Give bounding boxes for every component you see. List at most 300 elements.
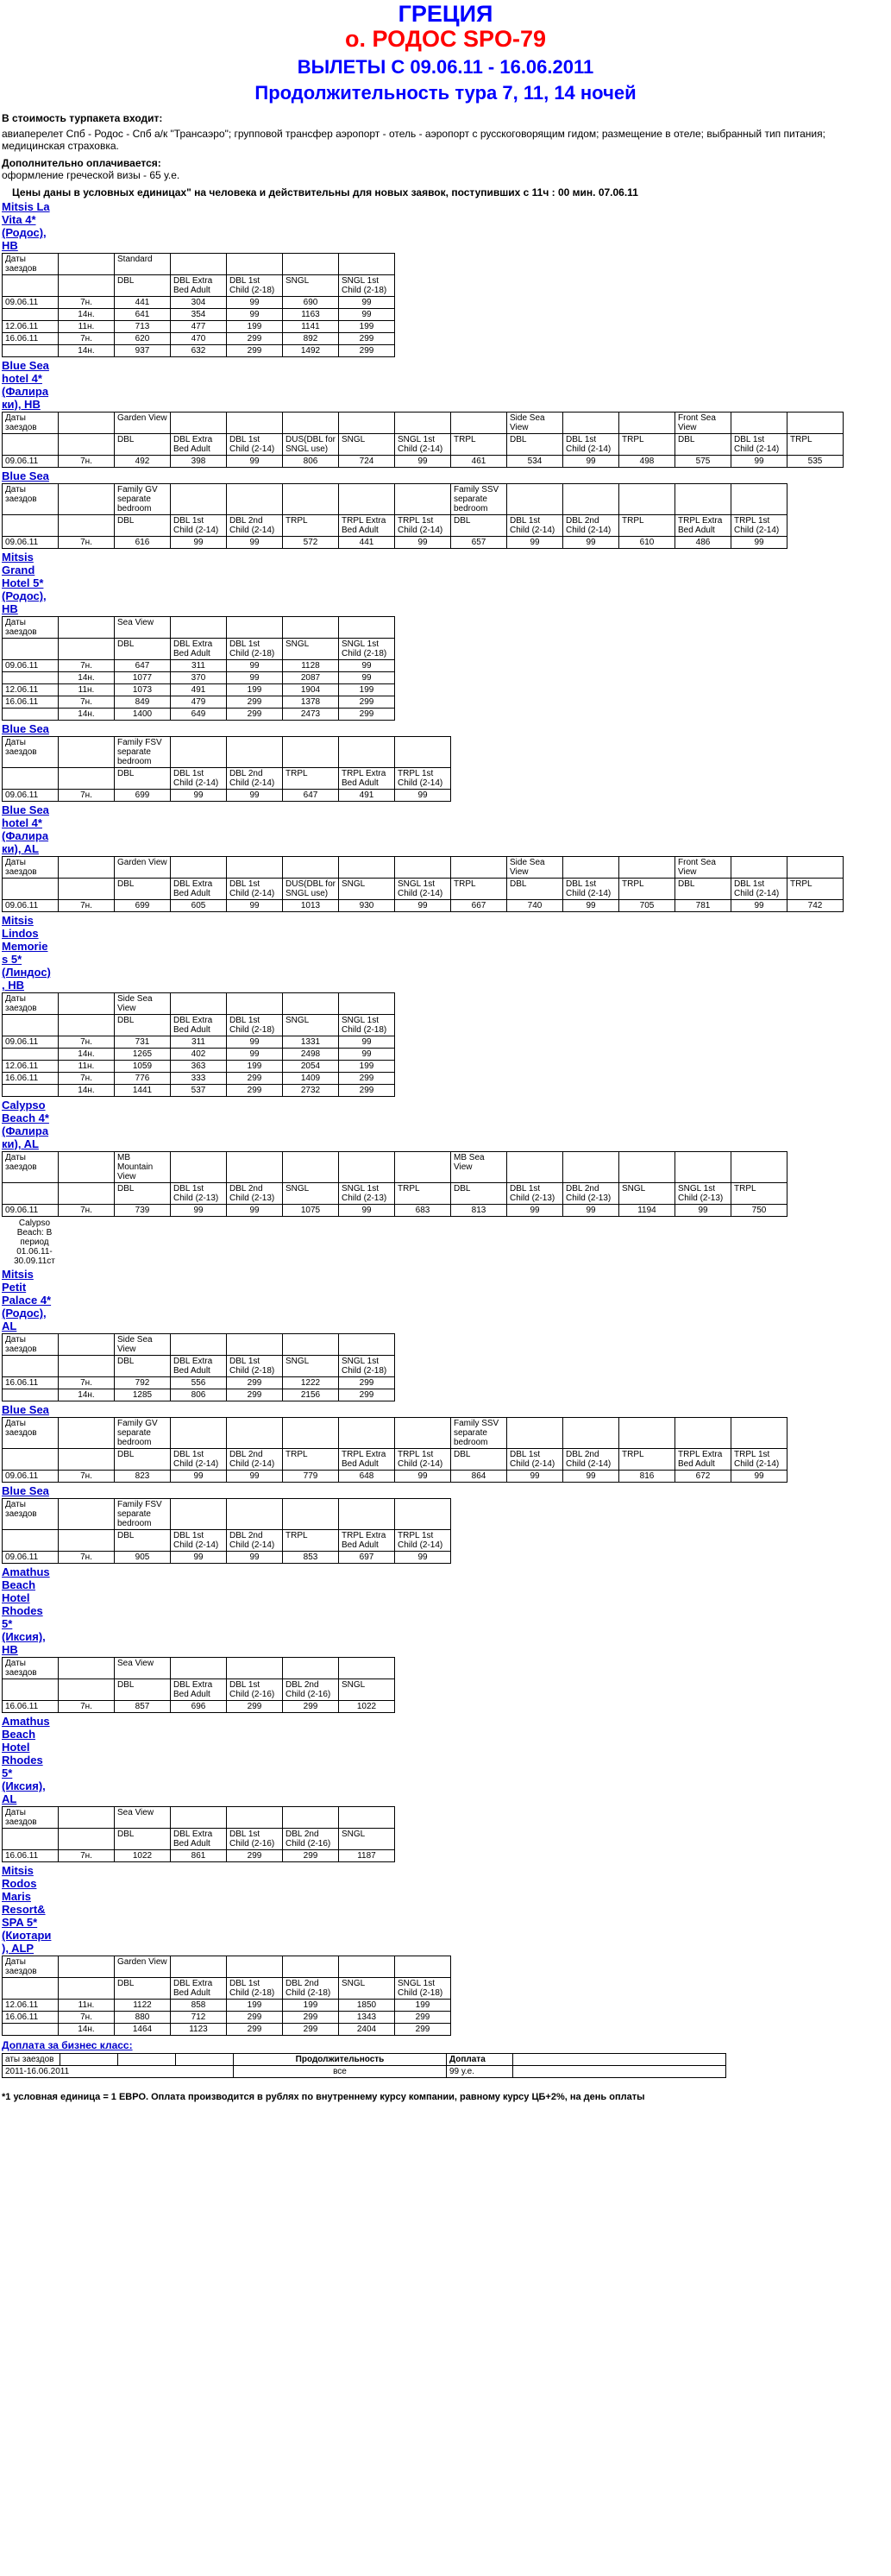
header-cell (59, 483, 115, 514)
hotel-link[interactable]: Blue Sea (2, 469, 49, 482)
header-cell: Side Sea View (507, 856, 563, 878)
price-cell: 99 (339, 1204, 395, 1216)
price-cell: 299 (339, 708, 395, 720)
business-dates: 2011-16.06.2011 (3, 2065, 234, 2077)
header-cell: SNGL 1st Child (2-13) (339, 1182, 395, 1204)
header-cell: DBL 2nd Child (2-14) (563, 1448, 619, 1470)
header-cell (395, 736, 451, 767)
price-cell: 99 (395, 455, 451, 467)
header-cell: TRPL (283, 1529, 339, 1551)
header-cell: DBL 1st Child (2-14) (171, 767, 227, 789)
price-cell: 99 (563, 1470, 619, 1482)
price-table (2, 1498, 451, 1564)
header-cell: Family SSV separate bedroom (451, 1417, 507, 1448)
price-cell: 750 (731, 1204, 787, 1216)
price-cell: 470 (171, 332, 227, 344)
header-cell: DBL 1st Child (2-14) (171, 514, 227, 536)
price-row (3, 1849, 395, 1861)
header-cell: Family FSV separate bedroom (115, 1498, 171, 1529)
header-cell: TRPL 1st Child (2-14) (731, 514, 787, 536)
header-cell (227, 1498, 283, 1529)
price-row (3, 671, 395, 683)
header-cell: DBL 1st Child (2-18) (227, 1355, 283, 1376)
price-cell: 299 (283, 1700, 339, 1712)
hotel-link[interactable]: Calypso Beach 4* (Фалираки), AL (2, 1098, 49, 1150)
hotel-section (0, 200, 891, 357)
header-cell: SNGL (283, 274, 339, 296)
price-cell: 806 (171, 1389, 227, 1401)
header-cell: DBL 1st Child (2-14) (171, 1448, 227, 1470)
header-cell (171, 1956, 227, 1977)
price-row (3, 1389, 395, 1401)
header-cell (339, 736, 395, 767)
header-cell: Standard (115, 253, 171, 274)
business-extra: 99 у.е. (447, 2065, 513, 2077)
hotel-note: Calypso Beach: В период 01.06.11-30.09.11ст (14, 1218, 55, 1266)
hotel-section (0, 722, 891, 802)
header-cell: DBL (507, 433, 563, 455)
header-cell: DBL 2nd Child (2-14) (227, 1529, 283, 1551)
header-cell: TRPL (787, 433, 844, 455)
price-cell: 1265 (115, 1048, 171, 1060)
hotel-link[interactable]: Mitsis Grand Hotel 5* (Родос), HB (2, 550, 47, 615)
header-cell (451, 412, 507, 433)
price-cell: 304 (171, 296, 227, 308)
header-cell (563, 1151, 619, 1182)
date-cell: 16.06.11 (3, 1072, 59, 1084)
header-cell (731, 1151, 787, 1182)
price-cell: 370 (171, 671, 227, 683)
header-cell: Даты заездов (3, 1417, 59, 1448)
nights-cell: 7н. (59, 696, 115, 708)
header-cell (3, 433, 59, 455)
header-cell: SNGL 1st Child (2-18) (339, 638, 395, 659)
header-cell: SNGL (339, 1828, 395, 1849)
price-cell: 299 (227, 1849, 283, 1861)
header-row (3, 1355, 395, 1376)
header-cell: DBL 1st Child (2-16) (227, 1828, 283, 1849)
header-cell: DBL (115, 1355, 171, 1376)
header-cell: SNGL (283, 638, 339, 659)
price-cell: 99 (227, 899, 283, 911)
price-cell: 299 (283, 1849, 339, 1861)
header-cell: DBL (115, 433, 171, 455)
price-cell: 1343 (339, 2011, 395, 2023)
hotel-link[interactable]: Mitsis Rodos Maris Resort&SPA 5* (Киотари), ALP (2, 1863, 52, 1955)
date-cell (3, 1048, 59, 1060)
header-cell (563, 412, 619, 433)
header-cell: DBL (115, 1977, 171, 1999)
header-row (3, 767, 451, 789)
price-cell: 792 (115, 1376, 171, 1389)
price-cell: 705 (619, 899, 675, 911)
header-cell: DBL 2nd Child (2-14) (563, 514, 619, 536)
date-cell: 12.06.11 (3, 1060, 59, 1072)
header-cell: SNGL 1st Child (2-14) (395, 433, 451, 455)
hotel-link[interactable]: Mitsis Lindos Memories 5* (Линдос), HB (2, 913, 51, 992)
header-cell (283, 483, 339, 514)
price-cell: 441 (339, 536, 395, 548)
header-cell: Даты заездов (3, 1657, 59, 1678)
header-cell (171, 1151, 227, 1182)
header-cell (171, 412, 227, 433)
hotel-link[interactable]: Blue Sea hotel 4* (Фалираки), HB (2, 358, 49, 411)
price-row (3, 1072, 395, 1084)
header-cell: DBL Extra Bed Adult (171, 433, 227, 455)
header-cell: SNGL (339, 1678, 395, 1700)
header-cell: DBL 1st Child (2-13) (171, 1182, 227, 1204)
date-cell (3, 671, 59, 683)
header-cell: Даты заездов (3, 483, 59, 514)
page-header (0, 2, 891, 104)
header-cell: DBL 1st Child (2-18) (227, 638, 283, 659)
date-cell: 09.06.11 (3, 1551, 59, 1563)
header-cell: SNGL (339, 1977, 395, 1999)
hotel-link[interactable]: Blue Sea (2, 1483, 49, 1497)
header-cell: TRPL 1st Child (2-14) (395, 514, 451, 536)
price-cell: 905 (115, 1551, 171, 1563)
date-cell (3, 1084, 59, 1096)
header-cell (731, 1417, 787, 1448)
price-sections (0, 200, 891, 2036)
header-cell (339, 412, 395, 433)
date-cell: 09.06.11 (3, 659, 59, 671)
header-cell (59, 1182, 115, 1204)
header-cell: TRPL (619, 514, 675, 536)
header-cell (227, 616, 283, 638)
header-cell: DBL (451, 514, 507, 536)
price-cell: 99 (171, 536, 227, 548)
price-cell: 299 (227, 344, 283, 356)
price-cell: 299 (395, 2023, 451, 2035)
header-cell: DBL (115, 767, 171, 789)
header-cell: Garden View (115, 412, 171, 433)
header-cell (59, 767, 115, 789)
date-cell: 09.06.11 (3, 536, 59, 548)
business-header-duration: Продолжительность (234, 2053, 447, 2065)
price-cell: 864 (451, 1470, 507, 1482)
header-cell (59, 1333, 115, 1355)
price-cell: 1022 (115, 1849, 171, 1861)
header-cell (283, 1956, 339, 1977)
price-cell: 402 (171, 1048, 227, 1060)
header-cell: SNGL 1st Child (2-18) (339, 1014, 395, 1036)
header-cell: Даты заездов (3, 736, 59, 767)
header-cell (283, 736, 339, 767)
business-class-table (2, 2053, 726, 2078)
header-cell (227, 1806, 283, 1828)
header-cell: DBL (115, 1014, 171, 1036)
hotel-section (0, 1864, 891, 2036)
header-cell: TRPL Extra Bed Adult (675, 514, 731, 536)
price-cell: 1441 (115, 1084, 171, 1096)
header-cell (171, 856, 227, 878)
price-cell: 311 (171, 659, 227, 671)
price-cell: 1378 (283, 696, 339, 708)
header-cell (171, 992, 227, 1014)
price-cell: 99 (227, 659, 283, 671)
price-cell: 99 (563, 1204, 619, 1216)
header-cell: DBL 2nd Child (2-13) (563, 1182, 619, 1204)
nights-cell: 7н. (59, 1036, 115, 1048)
header-cell: DBL 1st Child (2-18) (227, 274, 283, 296)
header-cell: TRPL Extra Bed Adult (339, 1448, 395, 1470)
date-cell: 09.06.11 (3, 1470, 59, 1482)
price-cell: 699 (115, 789, 171, 801)
nights-cell: 7н. (59, 296, 115, 308)
header-cell: Даты заездов (3, 1806, 59, 1828)
price-cell: 632 (171, 344, 227, 356)
header-cell (507, 1417, 563, 1448)
price-cell: 99 (731, 1470, 787, 1482)
header-cell: Sea View (115, 1657, 171, 1678)
price-table (2, 253, 395, 357)
header-cell: Front Sea View (675, 856, 731, 878)
header-cell (171, 616, 227, 638)
price-cell: 1075 (283, 1204, 339, 1216)
header-cell: Даты заездов (3, 616, 59, 638)
header-cell (3, 1828, 59, 1849)
header-cell: TRPL 1st Child (2-14) (395, 1448, 451, 1470)
header-cell: DBL (115, 1828, 171, 1849)
nights-cell: 7н. (59, 1700, 115, 1712)
price-cell: 647 (115, 659, 171, 671)
price-row (3, 696, 395, 708)
price-row (3, 344, 395, 356)
date-cell: 16.06.11 (3, 1700, 59, 1712)
header-cell: DBL Extra Bed Adult (171, 1977, 227, 1999)
price-cell: 1122 (115, 1999, 171, 2011)
price-cell: 1163 (283, 308, 339, 320)
price-cell: 616 (115, 536, 171, 548)
price-cell: 2087 (283, 671, 339, 683)
header-cell (339, 1956, 395, 1977)
header-cell: TRPL (395, 1182, 451, 1204)
header-cell (3, 1977, 59, 1999)
price-cell: 781 (675, 899, 731, 911)
header-cell (339, 1151, 395, 1182)
price-cell: 823 (115, 1470, 171, 1482)
header-cell: DBL 2nd Child (2-14) (227, 1448, 283, 1470)
hotel-link[interactable]: Mitsis La Vita 4* (Родос), HB (2, 199, 50, 252)
price-cell: 299 (227, 708, 283, 720)
header-cell: TRPL Extra Bed Adult (339, 514, 395, 536)
header-cell: TRPL (283, 1448, 339, 1470)
header-cell (339, 1657, 395, 1678)
price-cell: 299 (227, 1084, 283, 1096)
header-cell: DBL Extra Bed Adult (171, 878, 227, 899)
hotel-link[interactable]: Amathus Beach Hotel Rhodes 5* (Иксия), AL (2, 1714, 50, 1805)
date-cell: 16.06.11 (3, 696, 59, 708)
hotel-link[interactable]: Blue Sea (2, 1402, 49, 1416)
price-cell: 1077 (115, 671, 171, 683)
price-cell: 299 (339, 696, 395, 708)
header-row (3, 1678, 395, 1700)
header-cell: SNGL (283, 1355, 339, 1376)
hotel-link[interactable]: Amathus Beach Hotel Rhodes 5* (Иксия), HB (2, 1565, 50, 1656)
header-cell (339, 483, 395, 514)
header-cell: DBL Extra Bed Adult (171, 274, 227, 296)
header-cell (59, 1657, 115, 1678)
header-cell (339, 1806, 395, 1828)
price-cell: 99 (171, 1551, 227, 1563)
hotel-link[interactable]: Blue Sea (2, 721, 49, 735)
header-cell (59, 1678, 115, 1700)
hotel-link[interactable]: Mitsis Petit Palace 4* (Родос), AL (2, 1267, 52, 1332)
header-cell: DBL 1st Child (2-14) (731, 433, 787, 455)
hotel-link[interactable]: Blue Sea hotel 4* (Фалираки), AL (2, 803, 49, 855)
date-cell: 16.06.11 (3, 1849, 59, 1861)
package-info (2, 112, 891, 181)
price-table (2, 856, 844, 912)
nights-cell: 14н. (59, 1048, 115, 1060)
business-duration: все (234, 2065, 447, 2077)
price-cell: 620 (115, 332, 171, 344)
header-cell (227, 1956, 283, 1977)
header-row (3, 1417, 787, 1448)
nights-cell: 14н. (59, 308, 115, 320)
header-cell (227, 412, 283, 433)
header-cell (339, 616, 395, 638)
header-row (3, 1977, 451, 1999)
price-row (3, 536, 787, 548)
hotel-section (0, 1715, 891, 1862)
price-cell: 641 (115, 308, 171, 320)
price-cell: 99 (171, 1204, 227, 1216)
header-cell (395, 412, 451, 433)
nights-cell: 7н. (59, 455, 115, 467)
header-cell: SNGL 1st Child (2-18) (395, 1977, 451, 1999)
price-cell: 1285 (115, 1389, 171, 1401)
header-cell: TRPL (731, 1182, 787, 1204)
price-cell: 363 (171, 1060, 227, 1072)
header-cell (283, 856, 339, 878)
header-cell: Family GV separate bedroom (115, 483, 171, 514)
header-cell (59, 274, 115, 296)
header-cell (3, 1678, 59, 1700)
header-cell: TRPL (619, 433, 675, 455)
price-cell: 333 (171, 1072, 227, 1084)
header-cell: Front Sea View (675, 412, 731, 433)
price-cell: 99 (339, 659, 395, 671)
business-header-dates: аты заездов (3, 2053, 60, 2065)
date-cell: 16.06.11 (3, 1376, 59, 1389)
header-cell (675, 483, 731, 514)
header-cell: Side Sea View (115, 1333, 171, 1355)
price-cell: 813 (451, 1204, 507, 1216)
price-cell: 441 (115, 296, 171, 308)
header-cell (59, 412, 115, 433)
header-cell: Даты заездов (3, 992, 59, 1014)
header-cell: DBL 2nd Child (2-16) (283, 1678, 339, 1700)
price-table (2, 616, 395, 721)
date-cell: 16.06.11 (3, 2011, 59, 2023)
price-cell: 1123 (171, 2023, 227, 2035)
price-cell: 930 (339, 899, 395, 911)
nights-cell: 7н. (59, 899, 115, 911)
price-cell: 299 (339, 332, 395, 344)
nights-cell: 7н. (59, 1551, 115, 1563)
nights-cell: 14н. (59, 1084, 115, 1096)
price-cell: 199 (395, 1999, 451, 2011)
price-cell: 99 (395, 789, 451, 801)
price-cell: 2473 (283, 708, 339, 720)
header-cell (3, 514, 59, 536)
header-row (3, 274, 395, 296)
date-cell (3, 2023, 59, 2035)
price-table (2, 1333, 395, 1401)
price-row (3, 708, 395, 720)
header-cell: DBL 1st Child (2-13) (507, 1182, 563, 1204)
date-cell: 09.06.11 (3, 789, 59, 801)
header-cell: DBL 2nd Child (2-14) (227, 767, 283, 789)
price-row (3, 1084, 395, 1096)
price-cell: 1331 (283, 1036, 339, 1048)
price-cell: 99 (395, 1551, 451, 1563)
price-cell: 610 (619, 536, 675, 548)
price-cell: 99 (507, 1470, 563, 1482)
price-cell: 299 (227, 1072, 283, 1084)
header-cell (563, 856, 619, 878)
header-cell (59, 1498, 115, 1529)
header-cell: DBL (507, 878, 563, 899)
nights-cell: 11н. (59, 1060, 115, 1072)
extra-text: оформление греческой визы - 65 у.е. (2, 168, 180, 181)
header-cell: Family SSV separate bedroom (451, 483, 507, 514)
price-cell: 937 (115, 344, 171, 356)
price-cell: 1013 (283, 899, 339, 911)
header-cell (59, 1417, 115, 1448)
nights-cell: 7н. (59, 1470, 115, 1482)
price-cell: 605 (171, 899, 227, 911)
date-cell: 09.06.11 (3, 1204, 59, 1216)
header-cell: DBL Extra Bed Adult (171, 1355, 227, 1376)
price-cell: 1409 (283, 1072, 339, 1084)
header-cell: SNGL (283, 1182, 339, 1204)
price-cell: 712 (171, 2011, 227, 2023)
header-cell: TRPL 1st Child (2-14) (395, 1529, 451, 1551)
header-cell: DBL (675, 433, 731, 455)
price-cell: 299 (227, 2011, 283, 2023)
header-cell: DBL (115, 1678, 171, 1700)
price-cell: 498 (619, 455, 675, 467)
price-row (3, 1036, 395, 1048)
header-cell (59, 992, 115, 1014)
header-cell (59, 638, 115, 659)
header-cell: DBL 1st Child (2-18) (227, 1014, 283, 1036)
header-row (3, 1529, 451, 1551)
header-cell (227, 1417, 283, 1448)
price-cell: 477 (171, 320, 227, 332)
price-cell: 647 (283, 789, 339, 801)
nights-cell: 7н. (59, 1072, 115, 1084)
price-cell: 1187 (339, 1849, 395, 1861)
price-cell: 491 (171, 683, 227, 696)
header-cell (227, 856, 283, 878)
header-row (3, 1806, 395, 1828)
header-cell (227, 736, 283, 767)
price-cell: 667 (451, 899, 507, 911)
nights-cell: 7н. (59, 1849, 115, 1861)
header-cell: Даты заездов (3, 1956, 59, 1977)
header-cell (59, 514, 115, 536)
header-cell: TRPL Extra Bed Adult (339, 1529, 395, 1551)
date-cell: 09.06.11 (3, 1036, 59, 1048)
header-cell (283, 1806, 339, 1828)
header-cell (283, 1657, 339, 1678)
header-cell (227, 1333, 283, 1355)
price-cell: 99 (227, 789, 283, 801)
